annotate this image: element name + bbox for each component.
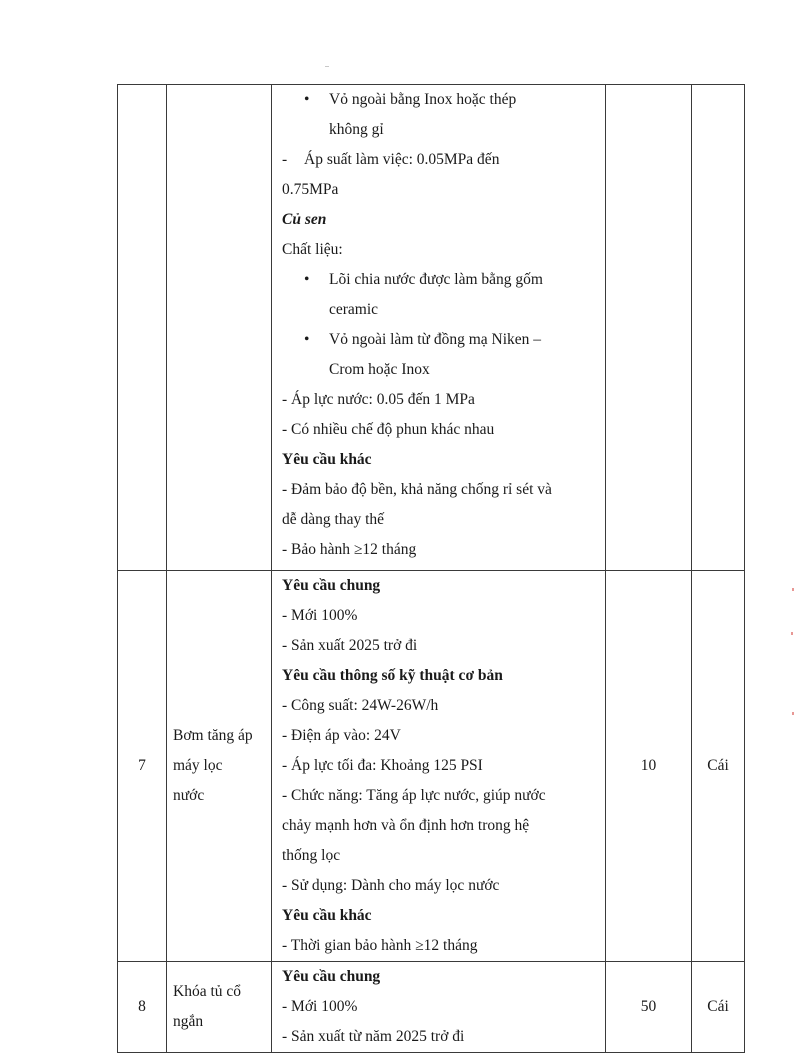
spec-text: Vỏ ngoài bằng Inox hoặc thép: [329, 91, 517, 108]
specification-table: [117, 84, 745, 1053]
bullet-icon: •: [304, 271, 310, 288]
spec-line: - Mới 100%: [282, 607, 358, 624]
bullet-icon: •: [304, 331, 310, 348]
spec-line: Crom hoặc Inox: [329, 361, 430, 378]
spec-lines: [282, 571, 601, 961]
table-row: [118, 571, 745, 962]
section-heading: Yêu cầu khác: [282, 451, 372, 468]
spec-cell: [272, 85, 606, 571]
quantity-cell: 50: [606, 962, 692, 1053]
spec-line: ceramic: [329, 301, 379, 318]
section-heading: Yêu cầu khác: [282, 907, 372, 924]
spec-line: - Sản xuất 2025 trở đi: [282, 637, 418, 654]
quantity-cell: 10: [606, 571, 692, 962]
bullet-line: [282, 325, 601, 355]
dash-line: [282, 145, 601, 175]
item-name: [167, 977, 271, 1037]
spec-text: Lõi chia nước được làm bằng gốm: [329, 271, 543, 288]
item-name-line: máy lọc: [173, 757, 223, 774]
spec-line: - Áp lực nước: 0.05 đến 1 MPa: [282, 391, 475, 408]
spec-lines: [282, 85, 601, 565]
item-name-cell: [167, 571, 272, 962]
spec-cell: [272, 962, 606, 1053]
scan-mark: [792, 588, 794, 591]
section-heading: Yêu cầu chung: [282, 968, 381, 985]
section-heading: Yêu cầu thông số kỹ thuật cơ bản: [282, 667, 503, 684]
spec-lines: [282, 962, 601, 1052]
table-row: [118, 962, 745, 1053]
spec-line: không gỉ: [329, 121, 384, 138]
scan-mark: [792, 712, 794, 715]
spec-line: - Có nhiều chế độ phun khác nhau: [282, 421, 495, 438]
item-name-line: Khóa tủ cổ: [173, 983, 242, 1000]
unit-cell: Cái: [692, 962, 745, 1053]
spec-line: dễ dàng thay thế: [282, 511, 385, 528]
stt-cell: 8: [118, 962, 167, 1053]
spec-cell: [272, 571, 606, 962]
spec-line: - Thời gian bảo hành ≥12 tháng: [282, 937, 478, 954]
section-heading: Yêu cầu chung: [282, 577, 381, 594]
spec-line: - Sử dụng: Dành cho máy lọc nước: [282, 877, 500, 894]
scan-mark: [325, 66, 329, 67]
bullet-line: [282, 265, 601, 295]
spec-line: - Bảo hành ≥12 tháng: [282, 541, 417, 558]
scan-mark: [791, 632, 793, 635]
spec-line: chảy mạnh hơn và ổn định hơn trong hệ: [282, 817, 530, 834]
spec-line: Chất liệu:: [282, 241, 343, 258]
spec-text: Áp suất làm việc: 0.05MPa đến: [304, 151, 500, 168]
spec-line: - Công suất: 24W-26W/h: [282, 697, 439, 714]
spec-line: thống lọc: [282, 847, 341, 864]
bullet-line: [282, 85, 601, 115]
table-row: [118, 85, 745, 571]
quantity-cell: [606, 85, 692, 571]
spec-line: - Đảm bảo độ bền, khả năng chống rỉ sét và: [282, 481, 552, 498]
spec-line: - Áp lực tối đa: Khoảng 125 PSI: [282, 757, 483, 774]
item-name: [167, 721, 271, 811]
item-name-line: ngắn: [173, 1013, 204, 1030]
spec-line: - Mới 100%: [282, 998, 358, 1015]
item-name-line: nước: [173, 787, 205, 804]
unit-cell: [692, 85, 745, 571]
item-name-cell: [167, 962, 272, 1053]
stt-cell: 7: [118, 571, 167, 962]
stt-cell: [118, 85, 167, 571]
item-name-cell: [167, 85, 272, 571]
item-name-line: Bơm tăng áp: [173, 727, 253, 744]
section-heading: Củ sen: [282, 211, 327, 228]
spec-line: - Sản xuất từ năm 2025 trở đi: [282, 1028, 465, 1045]
unit-cell: Cái: [692, 571, 745, 962]
bullet-icon: •: [304, 91, 310, 108]
spec-text: Vỏ ngoài làm từ đồng mạ Niken –: [329, 331, 542, 348]
spec-line: - Chức năng: Tăng áp lực nước, giúp nước: [282, 787, 546, 804]
spec-line: - Điện áp vào: 24V: [282, 727, 401, 744]
spec-line: 0.75MPa: [282, 181, 339, 198]
dash-marker: -: [282, 151, 288, 168]
